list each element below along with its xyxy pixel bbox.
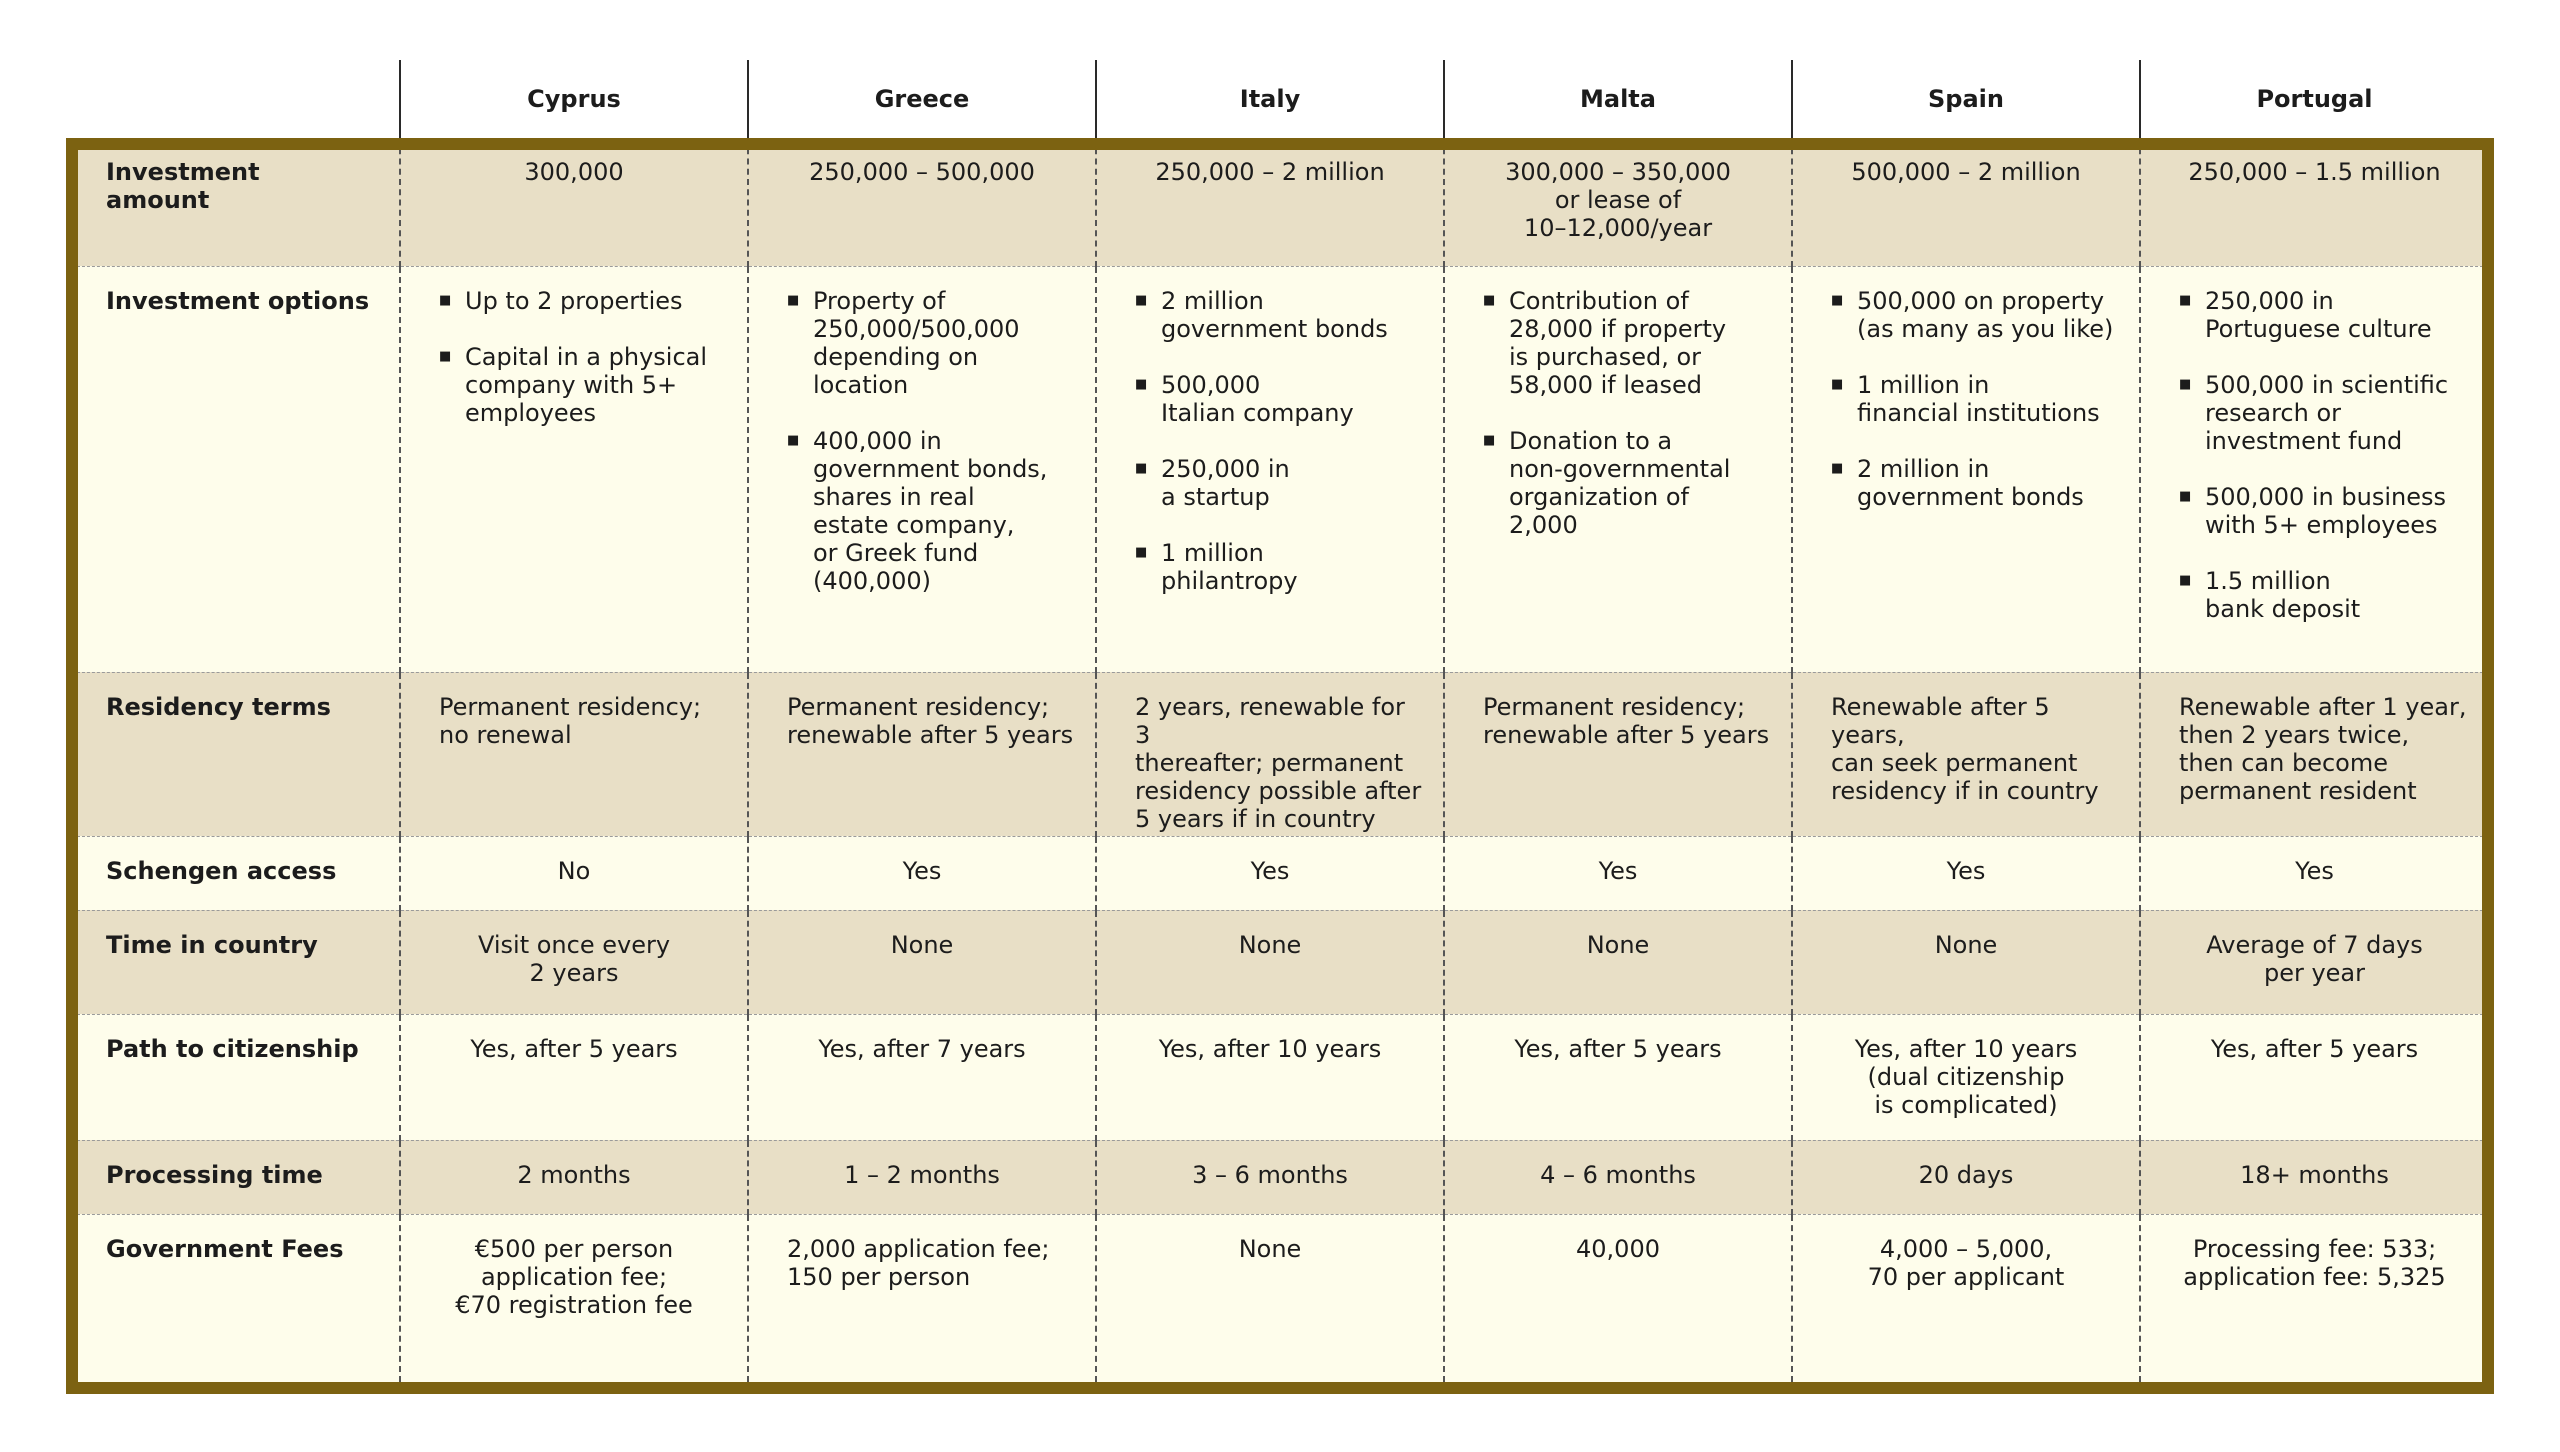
header-corner: [72, 60, 400, 138]
row-investment-options: [72, 266, 2488, 672]
option-item: ■ 1 million in financial institutions: [1831, 371, 2123, 427]
header-row: [72, 60, 2488, 138]
option-item: ■ 500,000 Italian company: [1135, 371, 1427, 427]
header-malta: Malta: [1444, 60, 1792, 138]
row-label: Investment options: [72, 266, 400, 672]
option-item: ■ 2 million in government bonds: [1831, 455, 2123, 511]
cell-citizenship-greece: Yes, after 7 years: [748, 1014, 1096, 1140]
option-item: ■ 250,000 in Portuguese culture: [2179, 287, 2472, 343]
header-portugal: Portugal: [2140, 60, 2488, 138]
option-item: ■ Property of 250,000/500,000 depending on location: [787, 287, 1079, 399]
option-item: ■ 500,000 in scientific research or investment fund: [2179, 371, 2472, 455]
options-list: [1135, 287, 1427, 595]
row-government-fees: [72, 1214, 2488, 1382]
cell-citizenship-cyprus: Yes, after 5 years: [400, 1014, 748, 1140]
cell-residency-terms-spain: Renewable after 5 years, can seek permanent residency if in country: [1792, 672, 2140, 836]
options-list: [1831, 287, 2123, 511]
cell-schengen-portugal: Yes: [2140, 836, 2488, 910]
cell-fees-portugal: Processing fee: 533; application fee: 5,325: [2140, 1214, 2488, 1382]
row-label: Schengen access: [72, 836, 400, 910]
cell-processing-greece: 1 – 2 months: [748, 1140, 1096, 1214]
cell-investment-options-spain: [1792, 266, 2140, 672]
row-time-in-country: [72, 910, 2488, 1014]
row-label: Government Fees: [72, 1214, 400, 1382]
cell-time-malta: None: [1444, 910, 1792, 1014]
option-item: ■ 1 million philantropy: [1135, 539, 1427, 595]
cell-schengen-greece: Yes: [748, 836, 1096, 910]
option-item: ■ 500,000 on property (as many as you like): [1831, 287, 2123, 343]
cell-schengen-cyprus: No: [400, 836, 748, 910]
cell-time-portugal: Average of 7 days per year: [2140, 910, 2488, 1014]
row-investment-amount: [72, 138, 2488, 266]
options-list: [2179, 287, 2472, 623]
row-label: Path to citizenship: [72, 1014, 400, 1140]
row-path-to-citizenship: [72, 1014, 2488, 1140]
option-item: ■ 1.5 million bank deposit: [2179, 567, 2472, 623]
option-item: ■ 2 million government bonds: [1135, 287, 1427, 343]
option-item: ■ Capital in a physical company with 5+ employees: [439, 343, 731, 427]
cell-fees-greece: 2,000 application fee; 150 per person: [748, 1214, 1096, 1382]
option-item: ■ Up to 2 properties: [439, 287, 731, 315]
cell-investment-amount-malta: 300,000 – 350,000 or lease of 10–12,000/year: [1444, 138, 1792, 266]
row-label: Time in country: [72, 910, 400, 1014]
cell-citizenship-malta: Yes, after 5 years: [1444, 1014, 1792, 1140]
cell-investment-options-malta: [1444, 266, 1792, 672]
options-list: [787, 287, 1079, 595]
header-cyprus: Cyprus: [400, 60, 748, 138]
cell-investment-options-greece: [748, 266, 1096, 672]
row-residency-terms: [72, 672, 2488, 836]
cell-investment-amount-italy: 250,000 – 2 million: [1096, 138, 1444, 266]
option-item: ■ 400,000 in government bonds, shares in real estate company, or Greek fund (400,000): [787, 427, 1079, 595]
cell-residency-terms-italy: 2 years, renewable for 3 thereafter; permanent residency possible after 5 years if in country: [1096, 672, 1444, 836]
cell-residency-terms-malta: Permanent residency; renewable after 5 years: [1444, 672, 1792, 836]
cell-schengen-malta: Yes: [1444, 836, 1792, 910]
row-processing-time: [72, 1140, 2488, 1214]
cell-time-cyprus: Visit once every 2 years: [400, 910, 748, 1014]
cell-citizenship-italy: Yes, after 10 years: [1096, 1014, 1444, 1140]
option-item: ■ Donation to a non-governmental organization of 2,000: [1483, 427, 1775, 539]
cell-processing-spain: 20 days: [1792, 1140, 2140, 1214]
comparison-table: [72, 60, 2488, 1382]
row-schengen-access: [72, 836, 2488, 910]
cell-time-spain: None: [1792, 910, 2140, 1014]
cell-investment-amount-cyprus: 300,000: [400, 138, 748, 266]
cell-citizenship-spain: Yes, after 10 years (dual citizenship is complicated): [1792, 1014, 2140, 1140]
cell-schengen-spain: Yes: [1792, 836, 2140, 910]
header-greece: Greece: [748, 60, 1096, 138]
option-item: ■ 250,000 in a startup: [1135, 455, 1427, 511]
cell-fees-malta: 40,000: [1444, 1214, 1792, 1382]
cell-investment-amount-portugal: 250,000 – 1.5 million: [2140, 138, 2488, 266]
option-item: ■ Contribution of 28,000 if property is purchased, or 58,000 if leased: [1483, 287, 1775, 399]
header-italy: Italy: [1096, 60, 1444, 138]
cell-investment-amount-greece: 250,000 – 500,000: [748, 138, 1096, 266]
cell-processing-italy: 3 – 6 months: [1096, 1140, 1444, 1214]
row-label: Residency terms: [72, 672, 400, 836]
options-list: [1483, 287, 1775, 539]
cell-investment-amount-spain: 500,000 – 2 million: [1792, 138, 2140, 266]
cell-residency-terms-cyprus: Permanent residency; no renewal: [400, 672, 748, 836]
cell-residency-terms-greece: Permanent residency; renewable after 5 years: [748, 672, 1096, 836]
row-label: Processing time: [72, 1140, 400, 1214]
cell-processing-malta: 4 – 6 months: [1444, 1140, 1792, 1214]
cell-investment-options-italy: [1096, 266, 1444, 672]
cell-processing-portugal: 18+ months: [2140, 1140, 2488, 1214]
header-spain: Spain: [1792, 60, 2140, 138]
cell-investment-options-cyprus: [400, 266, 748, 672]
option-item: ■ 500,000 in business with 5+ employees: [2179, 483, 2472, 539]
cell-investment-options-portugal: [2140, 266, 2488, 672]
row-label: Investment amount: [72, 138, 400, 266]
cell-fees-cyprus: €500 per person application fee; €70 registration fee: [400, 1214, 748, 1382]
cell-schengen-italy: Yes: [1096, 836, 1444, 910]
cell-time-greece: None: [748, 910, 1096, 1014]
cell-fees-spain: 4,000 – 5,000, 70 per applicant: [1792, 1214, 2140, 1382]
cell-fees-italy: None: [1096, 1214, 1444, 1382]
cell-residency-terms-portugal: Renewable after 1 year, then 2 years twice, then can become permanent resident: [2140, 672, 2488, 836]
cell-citizenship-portugal: Yes, after 5 years: [2140, 1014, 2488, 1140]
cell-processing-cyprus: 2 months: [400, 1140, 748, 1214]
options-list: [439, 287, 731, 427]
cell-time-italy: None: [1096, 910, 1444, 1014]
